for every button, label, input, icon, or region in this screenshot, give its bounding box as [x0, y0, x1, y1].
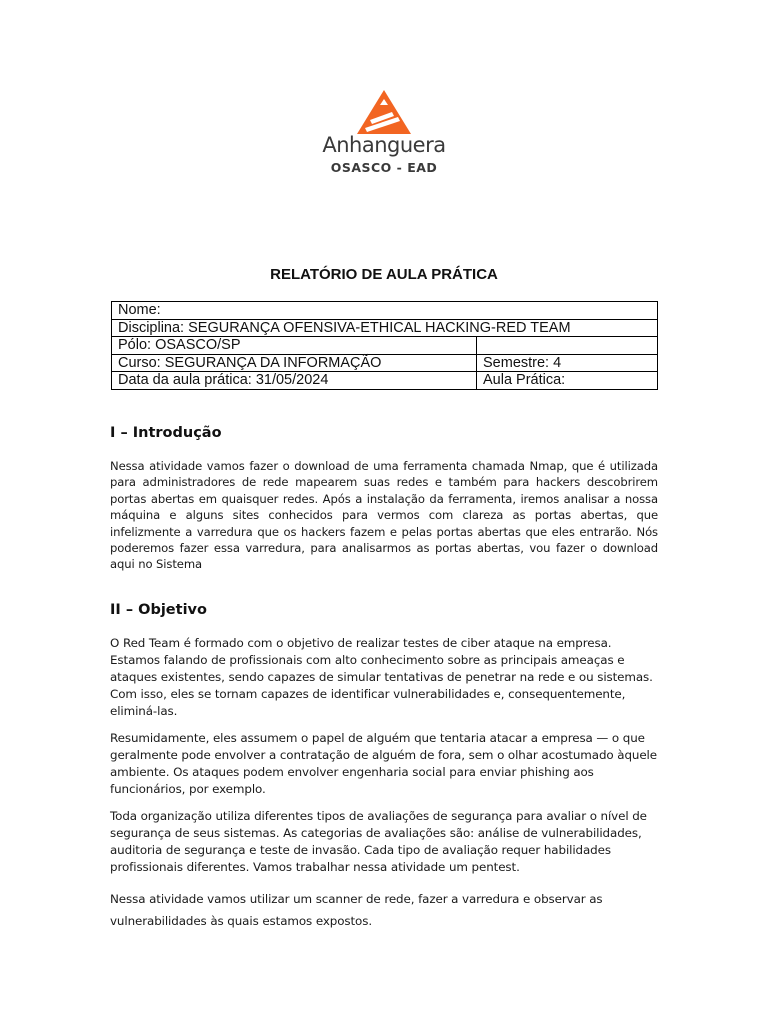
curso-cell: Curso: SEGURANÇA DA INFORMAÇÃO: [112, 354, 477, 372]
semestre-cell: Semestre: 4: [477, 354, 658, 372]
empty-cell: [477, 337, 658, 355]
logo-subtitle: OSASCO - EAD: [330, 160, 438, 175]
report-title: RELATÓRIO DE AULA PRÁTICA: [270, 266, 498, 283]
table-row: [112, 354, 658, 372]
objetivo-paragraph-1: O Red Team é formado com o objetivo de realizar testes de ciber ataque na empresa. Estamos falando de profissionais com alto conhecimento sobre as principais ameaças e ataques existentes, sendo capazes de simular tentativas de penetrar na rede e ou sistemas. Com isso, eles se tornam capazes de identificar vulnerabilidades e, consequentemente, eliminá-las.: [110, 635, 653, 718]
anhanguera-logo: [322, 86, 446, 178]
intro-paragraph: Nessa atividade vamos fazer o download de uma ferramenta chamada Nmap, que é utilizada para administradores de rede mapearem suas redes e também para hackers descobrirem portas abertas em quaisquer redes. Após a instalação da ferramenta, iremos analisar a nossa máquina e alguns sites conhecidos para vermos com clareza as portas abertas, que infelizmente a varredura que os hackers fazem e pelas portas abertas que eles entrarão. Nós poderemos fazer essa varredura, para analisarmos as portas abertas, vou fazer o download aqui no Sistema: [110, 459, 658, 572]
aula-pratica-cell: Aula Prática:: [477, 372, 658, 390]
polo-cell: Pólo: OSASCO/SP: [112, 337, 477, 355]
section-heading-introducao: I – Introdução: [110, 425, 222, 441]
table-row: [112, 372, 658, 390]
table-row: [112, 337, 658, 355]
section-heading-objetivo: II – Objetivo: [110, 601, 207, 618]
objetivo-paragraph-2: Resumidamente, eles assumem o papel de alguém que tentaria atacar a empresa — o que geralmente pode envolver a contratação de alguém de fora, sem o olhar acostumado àquele ambiente. Os ataques podem envolver engenharia social para enviar phishing aos funcionários, por exemplo.: [110, 730, 657, 796]
triangle-logo-icon: [356, 86, 412, 134]
disciplina-cell: Disciplina: SEGURANÇA OFENSIVA-ETHICAL HACKING-RED TEAM: [112, 319, 658, 337]
document-body: [110, 420, 658, 942]
objetivo-paragraph-4: Nessa atividade vamos utilizar um scanner de rede, fazer a varredura e observar as vulnerabilidades às quais estamos expostos.: [110, 891, 603, 928]
nome-cell: Nome:: [112, 302, 658, 320]
table-row: [112, 302, 658, 320]
info-table: [111, 301, 658, 390]
objetivo-paragraph-3: Toda organização utiliza diferentes tipos de avaliações de segurança para avaliar o nível de segurança de seus sistemas. As categorias de avaliações são: análise de vulnerabilidades, auditoria de segurança e teste de invasão. Cada tipo de avaliação requer habilidades profissionais diferentes. Vamos trabalhar nessa atividade um pentest.: [110, 808, 647, 874]
table-row: [112, 319, 658, 337]
logo-brand-text: Anhanguera: [322, 133, 446, 157]
data-cell: Data da aula prática: 31/05/2024: [112, 372, 477, 390]
